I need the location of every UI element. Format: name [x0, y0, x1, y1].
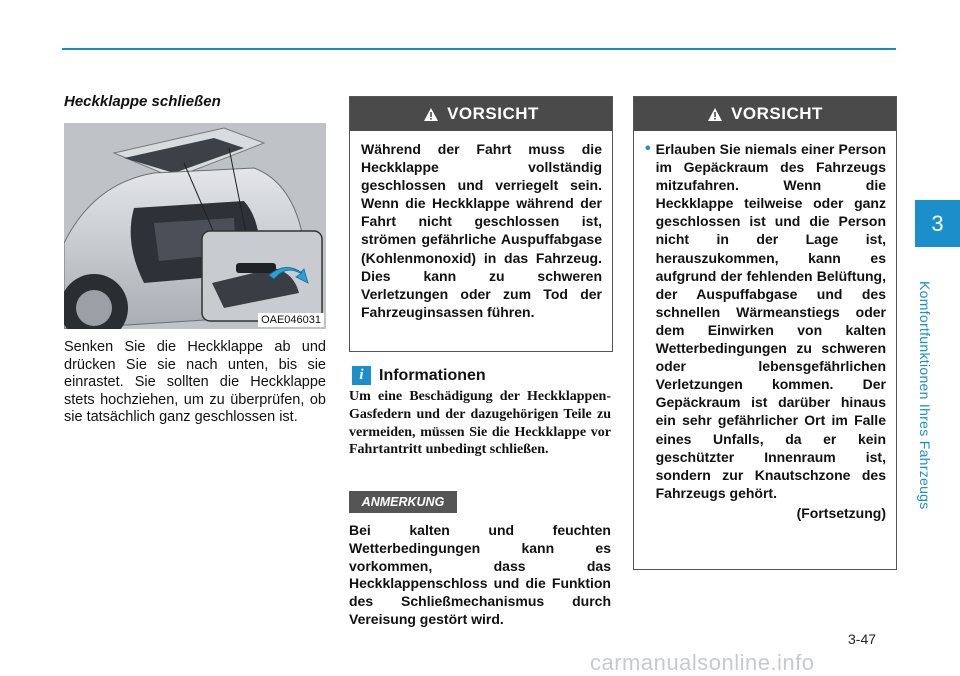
caution-bullet — [645, 140, 886, 502]
caution-header — [350, 97, 612, 131]
info-heading — [352, 366, 486, 385]
page-number: 3-47 — [848, 631, 877, 647]
caution-box-driving — [349, 96, 613, 352]
caution-header — [634, 97, 896, 131]
chapter-title: Komfortfunktionen Ihres Fahrzeugs — [917, 280, 933, 510]
watermark: carmanualsonline.info — [590, 650, 815, 675]
tailgate-drawing — [64, 123, 326, 329]
chapter-number: 3 — [931, 210, 944, 236]
continued-label: (Fortsetzung) — [796, 504, 886, 521]
bullet-icon: • — [645, 140, 651, 157]
info-icon: i — [352, 366, 371, 385]
tailgate-illustration — [64, 123, 326, 329]
chapter-number-tab — [915, 200, 960, 247]
caution-title: VORSICHT — [447, 104, 539, 123]
caution-text: Während der Fahrt muss die Heckklappe vollständig geschlossen und verriegelt sein. Wenn die Heckklappe während der Fahrt nicht geschlossen ist, strömen gefährliche Auspuffabgase (Kohlenmonoxid) in das Fahrzeug. Dies kann zu schweren Verletzungen oder zum Tod der Fahrzeuginsassen führen. — [361, 141, 602, 320]
caution-text — [634, 131, 896, 530]
note-label: ANMERKUNG — [349, 491, 457, 513]
section-heading: Heckklappe schließen — [64, 93, 221, 110]
caution-title: VORSICHT — [731, 104, 823, 123]
info-title: Informationen — [379, 366, 486, 384]
figure-code: OAE046031 — [258, 313, 324, 327]
caution-box-cargo — [633, 96, 897, 570]
warning-triangle-icon — [423, 107, 439, 122]
caution-bullet-text: Erlauben Sie niemals einer Person im Gepäckraum des Fahrzeugs mitzufahren. Wenn die Heckklappe teilweise oder ganz geschlossen ist und die Person nicht in der Lage ist, herauszukommen, kann es aufgrund der fehlenden Belüftung, der Auspuffabgase und des schnellen Wärmeanstiegs oder dem Einwirken von kalten Wetterbedingungen zu schweren oder lebensgefährlichen Verletzungen kommen. Der Gepäckraum ist darüber hinaus ein sehr gefährlicher Ort im Falle eines Unfalls, da er kein geschützter Innenraum ist, sondern zur Knautschzone des Fahrzeugs gehört. — [655, 141, 886, 501]
closing-instructions: Senken Sie die Heckklappe ab und drücken Sie sie nach unten, bis sie einrastet. Sie sollten die Heckklappe stets hochziehen, um zu überprüfen, ob sie tatsächlich ganz geschlossen ist. — [64, 339, 326, 426]
chapter-side-title — [905, 280, 945, 510]
header-rule — [62, 48, 896, 50]
warning-triangle-icon — [707, 107, 723, 122]
note-text: Bei kalten und feuchten Wetterbedingungen kann es vorkommen, dass das Heckklappenschloss und die Funktion des Schließmechanismus durch Vereisung gestört wird. — [349, 522, 611, 627]
info-text: Um eine Beschädigung der Heckklappen-Gasfedern und der dazugehörigen Teile zu vermeiden, müssen Sie die Heckklappe vor Fahrtantritt unbedingt schließen. — [349, 389, 611, 458]
